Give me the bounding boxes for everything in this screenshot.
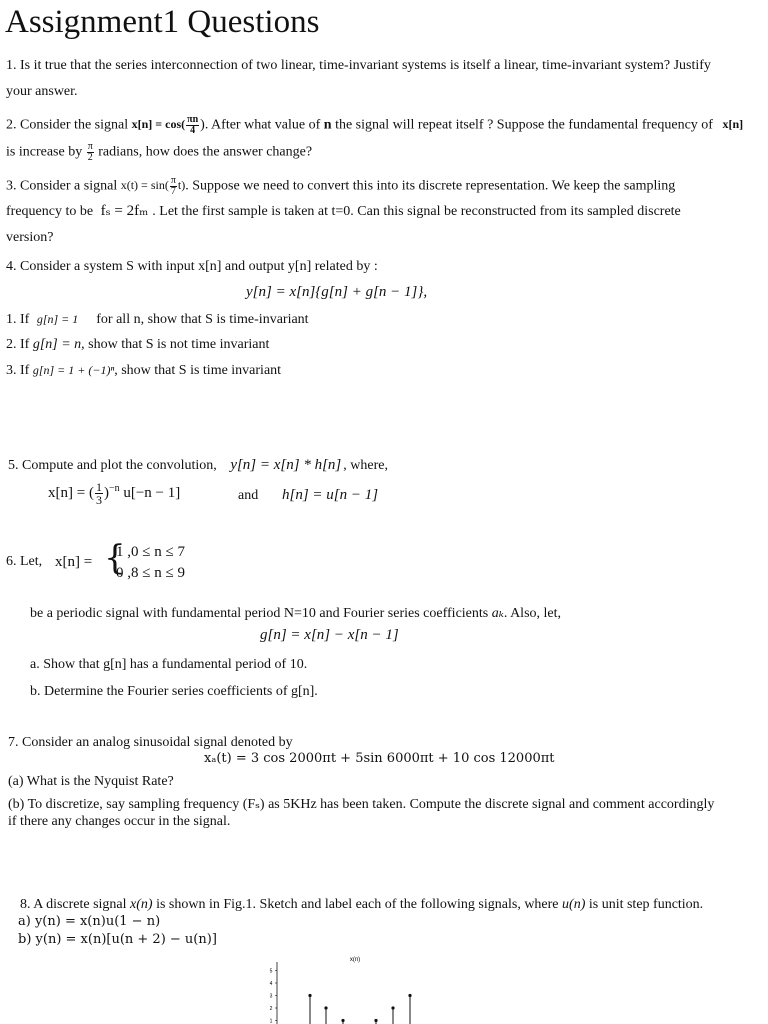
q8-part-a: a) y(n) = x(n)u(1 − n): [18, 914, 161, 929]
q2-signal: x[n] = cos( $\frac{\pi n}{4}$: [131, 114, 199, 136]
y-tick-label: 2: [269, 1006, 273, 1012]
stems: [308, 994, 411, 1024]
y-ticks: [270, 969, 277, 1024]
q7-part-b-line1: (b) To discretize, say sampling frequency (Fₛ) as 5KHz has been taken. Compute the discrete signal and comment accordingly: [8, 797, 715, 812]
q3-fs: fₛ = 2fₘ: [100, 203, 149, 219]
q3-signal: x(t) = sin( $\frac{\pi}{7}$ t): [120, 175, 186, 197]
q3-line2-b: . Let the first sample is taken at t=0. Can this signal be reconstructed from its sampled discrete: [152, 204, 681, 219]
q2-line1: [6, 115, 743, 136]
q5-h-definition: h[n] = u[n − 1]: [282, 487, 379, 503]
q6-g-equation: g[n] = x[n] − x[n − 1]: [260, 627, 399, 643]
q3-line2-a: frequency to be: [6, 204, 97, 219]
q2-line2: [6, 142, 312, 163]
q2-pi-over-2: $\frac{\pi}{2}$: [87, 141, 93, 163]
q4-equation: y[n] = x[n]{g[n] + g[n − 1]},: [246, 284, 428, 300]
q6-brace: {: [104, 538, 126, 578]
figure-x-n: [258, 950, 458, 1024]
q8-line1: 8. A discrete signal x(n) is shown in Fig.1. Sketch and label each of the following signals, where u(n) is unit step function.: [20, 897, 704, 912]
plot-title: x(n): [349, 957, 361, 963]
q2-text-a: 2. Consider the signal: [6, 117, 132, 133]
q4-part1: 1. If g[n] = 1 for all n, show that S is time-invariant: [6, 312, 309, 327]
q2-line2-b: radians, how does the answer change?: [94, 144, 313, 160]
q2-text-b: ). After what value of: [200, 117, 324, 133]
q6-let: 6. Let,: [6, 554, 43, 569]
q5-line1: 5. Compute and plot the convolution, y[n] = x[n] * h[n] , where,: [8, 457, 388, 473]
page-title: Assignment1 Questions: [5, 4, 320, 40]
q5-x-definition: x[n] = ( $\frac{1}{3}$ )$^{-n}$ u[−n − 1]: [48, 480, 181, 508]
stem-marker: [374, 1019, 377, 1022]
q7-part-b-line2: if there any changes occur in the signal.: [8, 814, 231, 829]
q3-line3: version?: [6, 230, 54, 245]
q2-n: n: [323, 117, 332, 133]
y-tick-label: 3: [269, 993, 273, 1000]
y-tick-label: 5: [269, 968, 273, 975]
q3-line1: [6, 176, 675, 197]
q6-part-a: a. Show that g[n] has a fundamental period of 10.: [30, 657, 308, 672]
y-tick-label: 1: [269, 1018, 273, 1024]
q6-x: x[n] =: [55, 554, 93, 570]
q3-text-a: 3. Consider a signal: [6, 178, 121, 194]
q2-text-c: the signal will repeat itself ? Suppose the fundamental frequency of: [331, 117, 717, 133]
q3-line2: [6, 202, 681, 221]
q4-part3: 3. If g[n] = 1 + (−1)ⁿ, show that S is time invariant: [6, 363, 282, 378]
stem-marker: [391, 1006, 394, 1009]
q7-equation: xₐ(t) = 3 cos 2000πt + 5sin 6000πt + 10 cos 12000πt: [204, 751, 555, 766]
y-tick-label: 4: [269, 981, 273, 987]
q4-part2: 2. If g[n] = n, show that S is not time invariant: [6, 337, 270, 352]
q1-line1: 1. Is it true that the series interconnection of two linear, time-invariant systems is itself a linear, time-invariant system? Justify: [6, 58, 711, 73]
q6-case2: 0 ,8 ≤ n ≤ 9: [116, 565, 185, 581]
q7-part-a: (a) What is the Nyquist Rate?: [8, 774, 174, 789]
q1-line2: your answer.: [6, 84, 78, 99]
q5-and: and: [238, 488, 259, 503]
q2-fraction: $\frac{\pi n}{4}$: [187, 114, 199, 136]
q8-part-b: b) y(n) = x(n)[u(n + 2) − u(n)]: [18, 932, 217, 947]
q6-case1: 1 ,0 ≤ n ≤ 7: [116, 544, 185, 560]
stem-marker: [408, 994, 411, 997]
stem-marker: [341, 1019, 344, 1022]
stem-marker: [308, 994, 311, 997]
q3-text-b: . Suppose we need to convert this into its discrete representation. We keep the sampling: [185, 178, 676, 194]
q6-line2: be a periodic signal with fundamental period N=10 and Fourier series coefficients aₖ. Also, let,: [30, 606, 562, 621]
q2-xn: x[n]: [722, 117, 744, 132]
q6-part-b: b. Determine the Fourier series coefficients of g[n].: [30, 684, 318, 699]
q7-line1: 7. Consider an analog sinusoidal signal denoted by: [8, 735, 293, 750]
q2-line2-a: is increase by: [6, 144, 86, 160]
q4-line1: 4. Consider a system S with input x[n] and output y[n] related by :: [6, 259, 378, 274]
stem-marker: [324, 1006, 327, 1009]
